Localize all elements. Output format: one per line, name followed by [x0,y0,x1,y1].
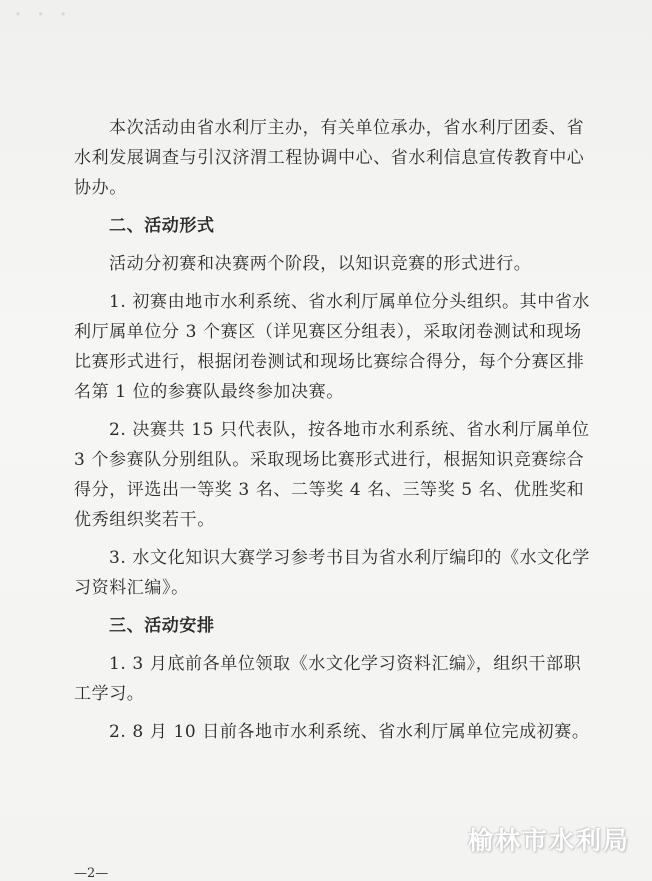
paragraph: 2. 8 月 10 日前各地市水利系统、省水利厅属单位完成初赛。 [109,722,590,742]
section-heading: 二、活动形式 [109,216,215,236]
bleed-through-text: · · · [14,0,71,30]
document-body [74,113,594,755]
page-number: —2— [74,866,109,881]
paragraph: 本次活动由省水利厅主办，有关单位承办，省水利厅团委、省水利发展调查与引汉济渭工程协调中心、省水利信息宣传教育中心协办。 [74,118,585,198]
paragraph: 3. 水文化知识大赛学习参考书目为省水利厅编印的《水文化学习资料汇编》。 [74,548,591,598]
section-heading: 三、活动安排 [109,616,215,636]
paragraph: 1. 初赛由地市水利系统、省水利厅属单位分头组织。其中省水利厅属单位分 3 个赛区（详见赛区分组表），采取闭卷测试和现场比赛形式进行，根据闭卷测试和现场比赛综合得分，每个分赛区排名第 1 位的参赛队最终参加决赛。 [74,292,591,402]
paragraph: 1. 3 月底前各单位领取《水文化学习资料汇编》，组织干部职工学习。 [74,654,582,704]
paragraph: 2. 决赛共 15 只代表队，按各地市水利系统、省水利厅属单位 3 个参赛队分别组队。采取现场比赛形式进行，根据知识竞赛综合得分，评选出一等奖 3 名、二等奖 4 名、三等奖 5 名、优胜奖和优秀组织奖若干。 [74,420,590,530]
paragraph: 活动分初赛和决赛两个阶段，以知识竞赛的形式进行。 [109,254,532,274]
watermark: 榆林市水利局 [467,826,630,855]
